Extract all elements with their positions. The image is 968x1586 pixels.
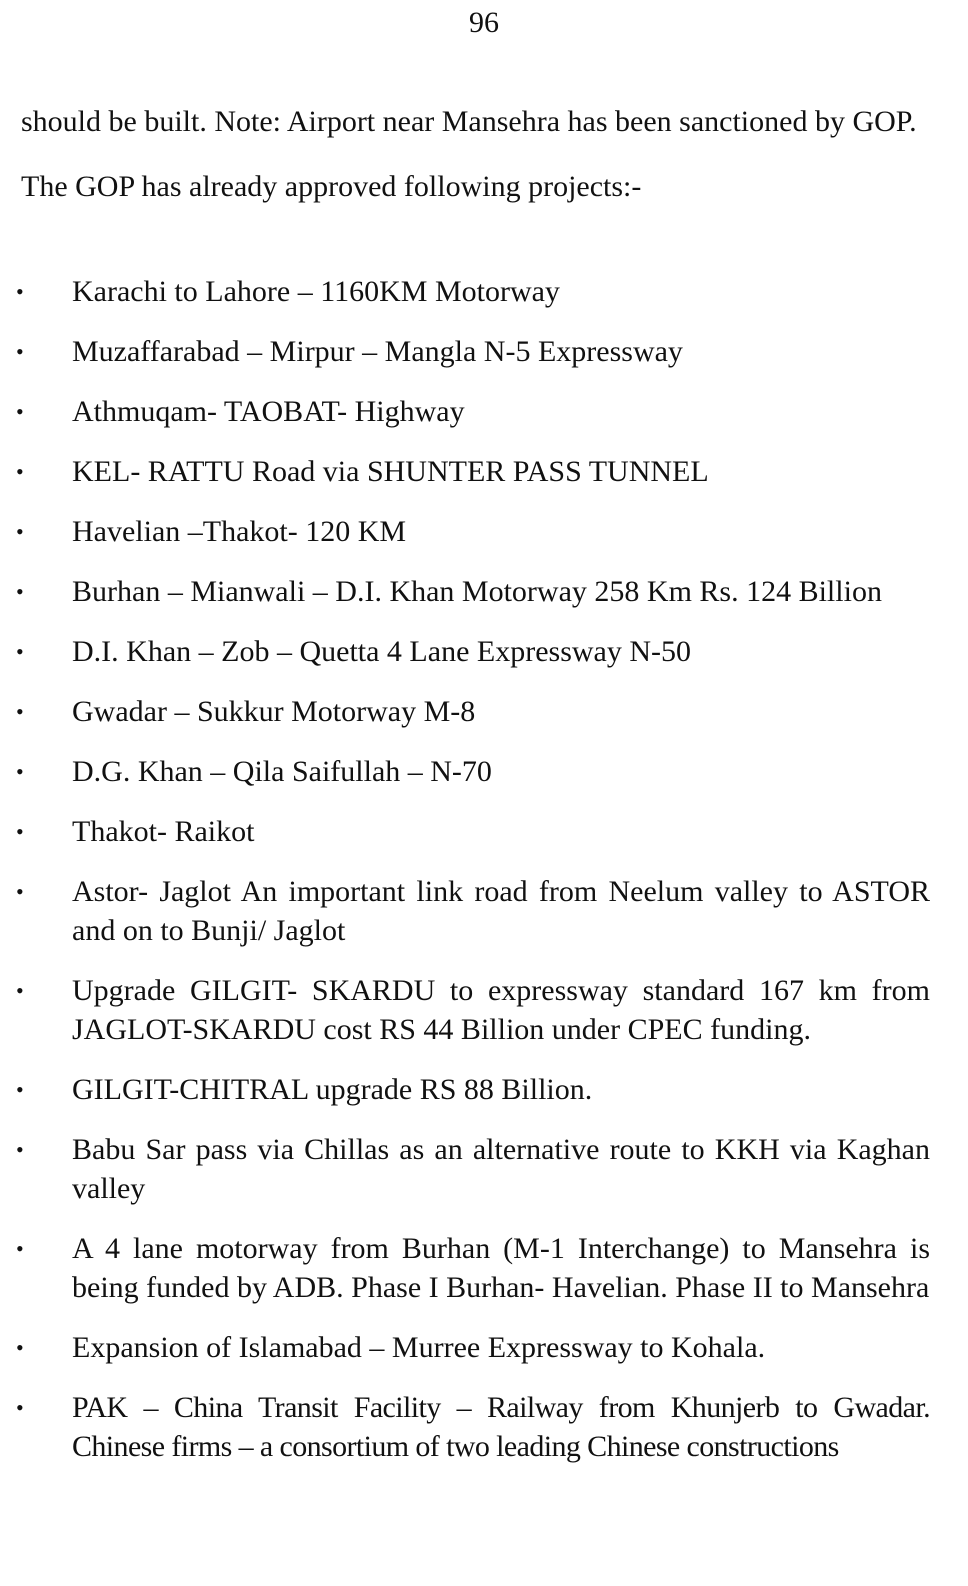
bullet-icon: •	[16, 978, 24, 1003]
bullet-icon: •	[16, 879, 24, 904]
bullet-icon: •	[16, 519, 24, 544]
page-number: 96	[469, 6, 499, 39]
list-item	[0, 572, 930, 611]
list-item	[0, 971, 930, 1049]
list-item	[0, 632, 930, 671]
list-item	[0, 332, 930, 371]
project-text: Expansion of Islamabad – Murree Expressway to Kohala.	[72, 1331, 766, 1364]
bullet-icon: •	[16, 459, 24, 484]
bullet-icon: •	[16, 279, 24, 304]
bullet-icon: •	[16, 339, 24, 364]
project-text: Karachi to Lahore – 1160KM Motorway	[72, 275, 560, 308]
project-text: Gwadar – Sukkur Motorway M-8	[72, 695, 476, 728]
project-text: Burhan – Mianwali – D.I. Khan Motorway 258 Km Rs. 124 Billion	[72, 575, 882, 608]
list-item	[0, 1229, 930, 1307]
list-item	[0, 872, 930, 950]
project-text: Astor- Jaglot An important link road from Neelum valley to ASTOR and on to Bunji/ Jaglot	[72, 875, 930, 947]
bullet-icon: •	[16, 759, 24, 784]
list-item	[0, 692, 930, 731]
list-item	[0, 752, 930, 791]
project-text: GILGIT-CHITRAL upgrade RS 88 Billion.	[72, 1073, 593, 1106]
list-item	[0, 452, 930, 491]
list-item	[0, 1328, 930, 1367]
bullet-icon: •	[16, 1395, 24, 1420]
project-text: Muzaffarabad – Mirpur – Mangla N-5 Expressway	[72, 335, 683, 368]
lead-paragraph: The GOP has already approved following projects:-	[21, 170, 642, 203]
bullet-icon: •	[16, 399, 24, 424]
list-item	[0, 272, 930, 311]
list-item	[0, 1388, 930, 1466]
list-item	[0, 512, 930, 551]
bullet-icon: •	[16, 1137, 24, 1162]
project-text: A 4 lane motorway from Burhan (M-1 Interchange) to Mansehra is being funded by ADB. Phase I Burhan- Havelian. Phase II to Mansehra	[72, 1232, 930, 1304]
list-item	[0, 392, 930, 431]
bullet-icon: •	[16, 1335, 24, 1360]
bullet-icon: •	[16, 1077, 24, 1102]
bullet-icon: •	[16, 699, 24, 724]
list-item	[0, 1070, 930, 1109]
project-text: Havelian –Thakot- 120 KM	[72, 515, 407, 548]
project-text: Babu Sar pass via Chillas as an alternative route to KKH via Kaghan valley	[72, 1133, 930, 1205]
bullet-icon: •	[16, 639, 24, 664]
list-item	[0, 1130, 930, 1208]
project-text: Upgrade GILGIT- SKARDU to expressway standard 167 km from JAGLOT-SKARDU cost RS 44 Billion under CPEC funding.	[72, 974, 930, 1046]
project-text: Athmuqam- TAOBAT- Highway	[72, 395, 465, 428]
project-text: PAK – China Transit Facility – Railway from Khunjerb to Gwadar. Chinese firms – a consortium of two leading Chinese constructions	[72, 1391, 930, 1463]
projects-list	[0, 272, 968, 1487]
project-text: D.G. Khan – Qila Saifullah – N-70	[72, 755, 492, 788]
project-text: KEL- RATTU Road via SHUNTER PASS TUNNEL	[72, 455, 709, 488]
intro-section	[21, 102, 936, 206]
bullet-icon: •	[16, 819, 24, 844]
bullet-icon: •	[16, 579, 24, 604]
project-text: D.I. Khan – Zob – Quetta 4 Lane Expressway N-50	[72, 635, 691, 668]
continuation-paragraph: should be built. Note: Airport near Mansehra has been sanctioned by GOP.	[21, 105, 917, 138]
list-item	[0, 812, 930, 851]
project-text: Thakot- Raikot	[72, 815, 255, 848]
bullet-icon: •	[16, 1236, 24, 1261]
